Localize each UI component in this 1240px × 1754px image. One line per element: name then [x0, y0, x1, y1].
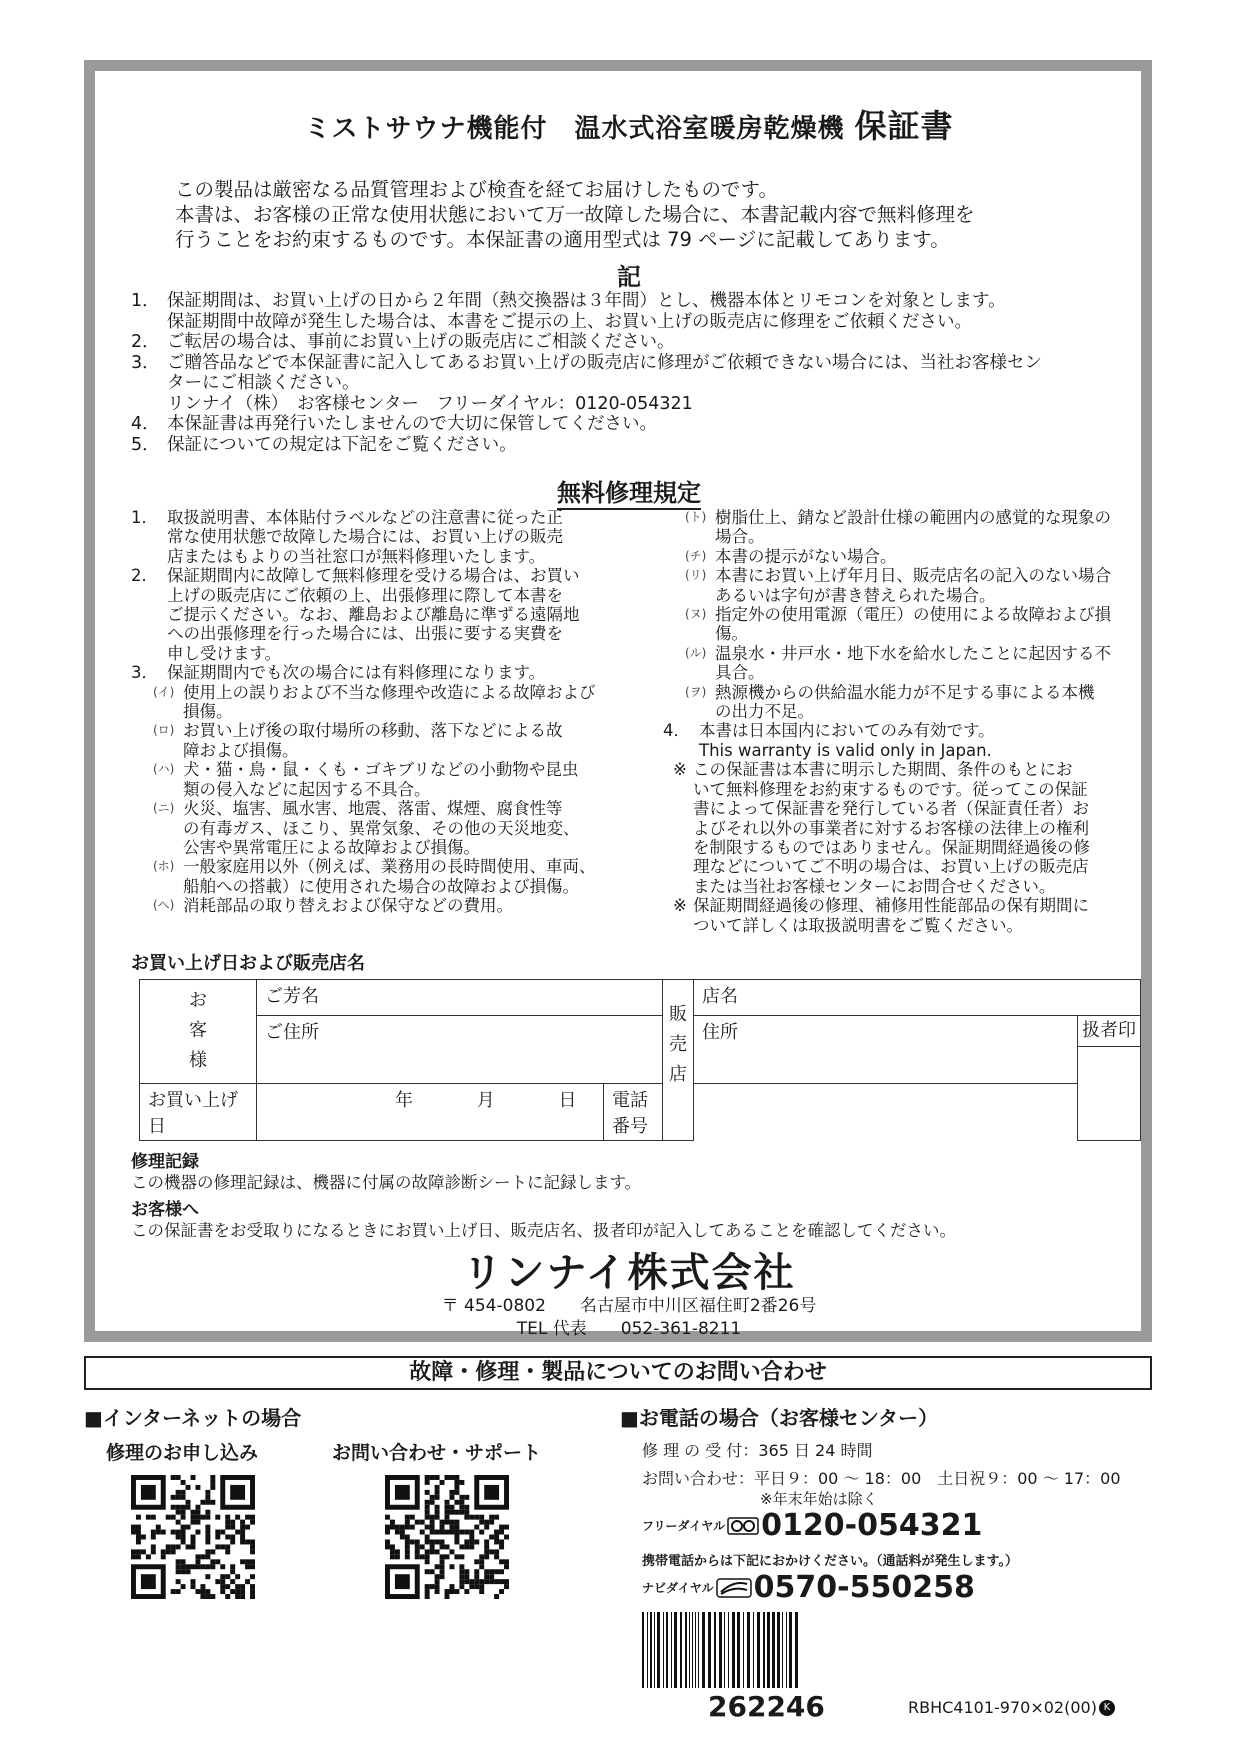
item-text: 使用上の誤りおよび不当な修理や改造による故障および損傷。 — [183, 682, 596, 722]
inquiry-hours: お問い合わせ：平日９：00 ～ 18：00 土日祝９：00 ～ 17：00 — [642, 1469, 1121, 1488]
shop-side-label: 販 売 店 — [663, 980, 694, 1141]
warranty-terms-list — [131, 291, 1141, 455]
list-item — [131, 373, 1141, 394]
item-mark — [153, 877, 183, 896]
item-text: 類の侵入などに起因する不具合。 — [183, 779, 431, 799]
item-number: 5． — [131, 434, 160, 455]
sub-item — [663, 547, 1123, 566]
note-line — [663, 799, 1123, 818]
sub-item — [131, 780, 611, 799]
item-mark: (チ) — [685, 548, 707, 563]
list-item — [131, 644, 611, 663]
note-mark — [673, 916, 693, 935]
mobile-note: 携帯電話からは下記におかけください。（通話料が発生します。） — [642, 1554, 1018, 1569]
item-mark — [153, 819, 183, 838]
sub-item — [663, 586, 1123, 605]
sub-item — [663, 702, 1123, 721]
shop-address-field[interactable]: 住所 — [694, 1016, 1078, 1084]
barcode-icon — [640, 1612, 800, 1688]
item-mark: (ヘ) — [153, 898, 175, 913]
item-number: 4． — [663, 721, 690, 741]
internet-heading: ■インターネットの場合 — [84, 1406, 302, 1430]
note-text: ついて詳しくは取扱説明書をご覧ください。 — [693, 915, 1023, 935]
item-number: 2． — [131, 332, 160, 352]
list-item — [131, 566, 611, 585]
note-mark — [673, 799, 693, 818]
phone-field[interactable]: 電話番号 — [604, 1084, 663, 1141]
inquiry-bar: 故障・修理・製品についてのお問い合わせ — [84, 1356, 1152, 1390]
item-mark — [153, 780, 183, 799]
item-text: 本保証書は再発行いたしませんので大切に保管してください。 — [167, 414, 657, 434]
note-mark: ※ — [673, 760, 687, 780]
page-title: ミストサウナ機能付 温水式浴室暖房乾燥機 保証書 — [304, 107, 954, 145]
item-text: 保証についての規定は下記をご覧ください。 — [167, 434, 517, 455]
repair-record-text: この機器の修理記録は、機器に付属の故障診断シートに記録します。 — [131, 1173, 642, 1192]
note-text: よびそれ以外の事業者に対するお客様の法律上の権利 — [693, 818, 1089, 838]
item-mark: (ホ) — [153, 859, 175, 874]
list-item — [131, 547, 611, 566]
warranty-frame — [84, 60, 1152, 1342]
item-text: This warranty is valid only in Japan. — [699, 740, 992, 760]
item-text: 保証期間中故障が発生した場合は、本書をご提示の上、お買い上げの販売店に修理をご依頼ください。 — [167, 311, 972, 332]
list-item — [131, 414, 1141, 435]
item-number — [131, 605, 167, 624]
item-text: の出力不足。 — [715, 702, 814, 722]
item-text: 樹脂仕上、錆など設計仕様の範囲内の感覚的な現象の場合。 — [715, 508, 1111, 547]
repair-record-heading: 修理記録 — [131, 1152, 199, 1172]
list-item — [131, 353, 1141, 374]
item-text: 一般家庭用以外（例えば、業務用の長時間使用、車両、 — [183, 857, 596, 877]
purchase-date-field[interactable]: 年 月 日 — [257, 1084, 604, 1141]
qr1-label: 修理のお申し込み — [106, 1442, 259, 1464]
note-text: いて無料修理をお約束するものです。従ってこの保証 — [693, 779, 1088, 799]
item-text: 申し受けます。 — [167, 643, 282, 663]
repair-rules-left — [131, 508, 611, 916]
note-line — [663, 760, 1123, 779]
list-item — [131, 605, 611, 624]
list-item — [131, 527, 611, 546]
note-line — [663, 916, 1123, 935]
item-mark: (ニ) — [153, 801, 175, 816]
repair-rules-right — [663, 508, 1123, 935]
navidial-icon — [716, 1578, 752, 1598]
item-text: 取扱説明書、本体貼付ラベルなどの注意書に従った正 — [167, 508, 563, 527]
list-item — [131, 663, 611, 682]
item-number — [131, 547, 167, 566]
item-mark — [685, 702, 715, 721]
item-number: 1． — [131, 291, 160, 311]
note-line — [663, 780, 1123, 799]
sub-item — [131, 896, 611, 915]
ki-heading: 記 — [617, 263, 641, 291]
item-mark: (ル) — [685, 645, 707, 660]
to-customer-text: この保証書をお受取りになるときにお買い上げ日、販売店名、扱者印が記入してあることを確認してください。 — [131, 1221, 956, 1240]
item-mark: (ロ) — [153, 723, 175, 738]
item-text: 常な使用状態で故障した場合には、お買い上げの販売 — [167, 527, 563, 547]
item-mark: (イ) — [153, 684, 175, 699]
shop-name-field[interactable]: 店名 — [694, 980, 1141, 1016]
item-text: への出張修理を行った場合には、出張に要する実費を — [167, 624, 563, 644]
item-text: 本書にお買い上げ年月日、販売店名の記入のない場合 — [715, 566, 1111, 586]
list-item — [663, 741, 1123, 760]
item-text: ご転居の場合は、事前にお買い上げの販売店にご相談ください。 — [167, 332, 675, 352]
note-mark — [673, 838, 693, 857]
note-mark — [673, 877, 693, 896]
item-text: お買い上げ後の取付場所の移動、落下などによる故 — [183, 721, 563, 741]
customer-side-label: お 客 様 — [140, 980, 257, 1084]
item-number — [131, 644, 167, 663]
note-text: この保証書は本書に明示した期間、条件のもとにお — [693, 760, 1073, 780]
intro-text — [175, 177, 1105, 252]
company-name: リンナイ株式会社 — [462, 1250, 796, 1296]
note-text: 保証期間経過後の修理、補修用性能部品の保有期間に — [693, 896, 1089, 916]
k-mark-icon: K — [1099, 1700, 1115, 1716]
item-number — [131, 394, 167, 415]
freedial-number[interactable]: 0120-054321 — [761, 1508, 983, 1543]
navidial-number[interactable]: 0570-550258 — [753, 1570, 975, 1605]
item-number: 2． — [131, 566, 158, 586]
item-number — [131, 624, 167, 643]
purchase-info-table — [139, 979, 1141, 1141]
list-item — [131, 508, 611, 527]
item-text: 消耗部品の取り替えおよび保守などの費用。 — [183, 896, 513, 916]
sub-item — [131, 877, 611, 896]
sub-item — [131, 857, 611, 876]
stamp-field[interactable]: 扱者印 — [1078, 1016, 1141, 1141]
holiday-note: ※年末年始は除く — [760, 1490, 878, 1508]
to-customer-heading: お客様へ — [131, 1200, 199, 1220]
qr2-label: お問い合わせ・サポート — [332, 1442, 542, 1464]
barcode-number: 262246 — [708, 1690, 825, 1723]
item-text: ターにご相談ください。 — [167, 373, 360, 393]
item-number: 3． — [131, 663, 158, 683]
item-number: 4． — [131, 414, 160, 434]
sub-item — [131, 838, 611, 857]
sub-item — [131, 741, 611, 760]
item-text: 船舶への搭載）に使用された場合の故障および損傷。 — [183, 876, 579, 896]
sub-item — [663, 644, 1123, 683]
note-line — [663, 838, 1123, 857]
support-qr-code-icon[interactable] — [384, 1474, 510, 1600]
note-text: または当社お客様センターにお問合せください。 — [693, 876, 1056, 896]
freedial-row: フリーダイヤル 0120-054321 — [642, 1508, 983, 1543]
item-text: 店またはもよりの当社窓口が無料修理いたします。 — [167, 546, 546, 566]
sub-item — [663, 605, 1123, 644]
item-text: の有毒ガス、ほこり、異常気象、その他の天災地変、 — [183, 818, 580, 838]
navidial-row: ナビダイヤル 0570-550258 — [642, 1570, 975, 1605]
item-number — [131, 527, 167, 546]
list-item — [131, 586, 611, 605]
item-text: 本書は日本国内においてのみ有効です。 — [699, 721, 995, 741]
sub-item — [131, 799, 611, 818]
customer-address-field[interactable]: ご住所 — [257, 1016, 663, 1084]
item-mark — [153, 741, 183, 760]
note-text: 理などについてご不明の場合は、お買い上げの販売店 — [693, 857, 1089, 877]
sub-item — [131, 683, 611, 722]
item-number — [131, 586, 167, 605]
item-text: 指定外の使用電源（電圧）の使用による故障および損傷。 — [715, 605, 1111, 644]
item-text: 犬・猫・鳥・鼠・くも・ゴキブリなどの小動物や昆虫 — [183, 760, 579, 780]
list-item — [131, 332, 1141, 353]
sub-item — [663, 566, 1123, 585]
intro-line: 本書は、お客様の正常な使用状態において万一故障した場合に、本書記載内容で無料修理を — [175, 203, 975, 226]
document-code: RBHC4101-970×02(00) K — [908, 1698, 1115, 1717]
sub-item — [131, 721, 611, 740]
repair-hours: 修 理 の 受 付：365 日 24 時間 — [642, 1441, 873, 1460]
item-text: 熱源機からの供給温水能力が不足する事による本機 — [715, 682, 1095, 702]
item-mark — [153, 838, 183, 857]
freedial-icon — [727, 1517, 759, 1535]
list-item — [663, 721, 1123, 740]
item-text: 保証期間は、お買い上げの日から２年間（熱交換器は３年間）とし、機器本体とリモコンを対象とします。 — [167, 291, 1006, 311]
item-mark: (ヲ) — [685, 684, 707, 699]
title-warranty: 保証書 — [854, 107, 954, 145]
item-mark — [685, 586, 715, 605]
note-text: を制限するものではありません。保証期間経過後の修 — [693, 837, 1090, 857]
note-mark — [673, 780, 693, 799]
intro-line: この製品は厳密なる品質管理および検査を経てお届けしたものです。 — [175, 178, 778, 201]
list-item — [131, 435, 1141, 456]
repair-qr-code-icon[interactable] — [130, 1474, 256, 1600]
sub-item — [131, 819, 611, 838]
note-mark: ※ — [673, 896, 687, 916]
company-address: 〒 454-0802 名古屋市中川区福住町2番26号 TEL 代表 052-361-8211 — [441, 1296, 817, 1339]
shop-section-heading: お買い上げ日および販売店名 — [131, 953, 365, 974]
item-text: 保証期間内に故障して無料修理を受ける場合は、お買い — [167, 566, 580, 586]
item-text: 火災、塩害、風水害、地震、落雷、煤煙、腐食性等 — [183, 799, 563, 819]
sub-item — [131, 760, 611, 779]
item-mark: (ヌ) — [685, 607, 707, 622]
intro-line: 行うことをお約束するものです。本保証書の適用型式は 79 ページに記載してあります。 — [175, 228, 950, 251]
item-text: 保証期間内でも次の場合には有料修理になります。 — [167, 663, 546, 683]
item-number — [131, 312, 167, 333]
list-item — [131, 312, 1141, 333]
list-item — [131, 291, 1141, 312]
phone-heading: ■お電話の場合（お客様センター） — [620, 1406, 939, 1430]
customer-name-field[interactable]: ご芳名 — [257, 980, 663, 1016]
sub-item — [663, 508, 1123, 547]
item-number: 1． — [131, 508, 158, 527]
list-item — [131, 624, 611, 643]
sub-item — [663, 683, 1123, 702]
note-line — [663, 857, 1123, 876]
list-item — [131, 394, 1141, 415]
note-text: 書によって保証書を発行している者（保証責任者）お — [693, 799, 1089, 819]
free-repair-heading: 無料修理規定 — [95, 473, 1163, 508]
item-text: 本書の提示がない場合。 — [715, 546, 897, 566]
note-line — [663, 896, 1123, 915]
item-text: 上げの販売店にご依頼の上、出張修理に際して本書を — [167, 585, 563, 605]
item-mark: (ハ) — [153, 762, 175, 777]
item-text: あるいは字句が書き替えられた場合。 — [715, 585, 996, 605]
item-text: 障および損傷。 — [183, 740, 299, 760]
item-number — [663, 741, 699, 760]
item-text: ご贈答品などで本保証書に記入してあるお買い上げの販売店に修理がご依頼できない場合には、当社お客様セン — [167, 352, 1042, 373]
item-number — [131, 373, 167, 394]
item-text: 公害や異常電圧による故障および損傷。 — [183, 837, 480, 857]
item-text: ご提示ください。なお、離島および離島に準ずる遠隔地 — [167, 605, 580, 625]
item-text: リンナイ（株） お客様センター フリーダイヤル：0120-054321 — [167, 393, 693, 414]
item-mark: (リ) — [685, 568, 707, 583]
note-line — [663, 819, 1123, 838]
note-line — [663, 877, 1123, 896]
item-mark: (ト) — [685, 510, 707, 524]
note-mark — [673, 857, 693, 876]
item-text: 温泉水・井戸水・地下水を給水したことに起因する不具合。 — [715, 643, 1111, 683]
item-number: 3． — [131, 352, 160, 373]
note-mark — [673, 819, 693, 838]
purchase-date-label: お買い上げ日 — [140, 1084, 257, 1141]
